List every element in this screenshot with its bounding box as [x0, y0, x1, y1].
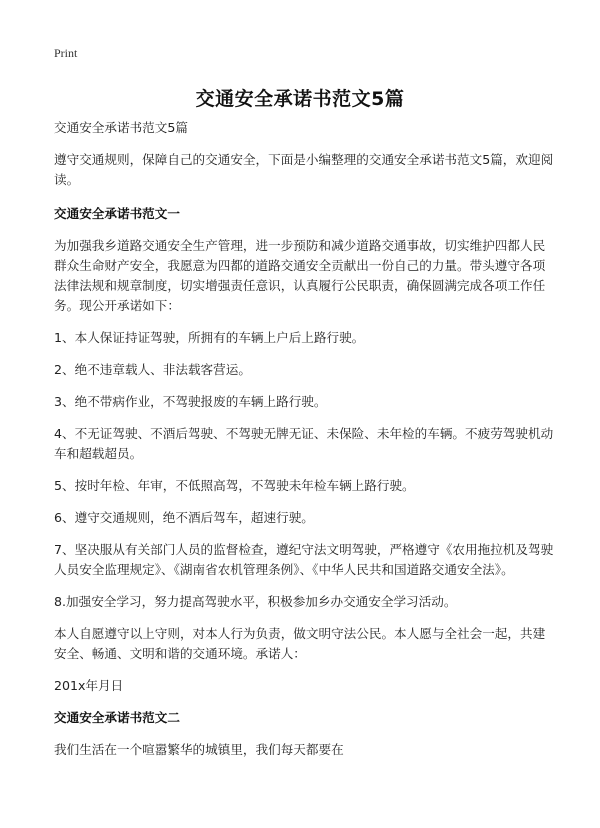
signature-date: 201x年月日	[54, 678, 124, 693]
section-2-paragraph: 我们生活在一个喧嚣繁华的城镇里，我们每天都要在	[54, 742, 344, 757]
section-2-heading: 交通安全承诺书范文二	[54, 710, 180, 725]
list-item-1: 1、本人保证持证驾驶，所拥有的车辆上户后上路行驶。	[54, 330, 365, 345]
list-item-2: 2、绝不违章载人、非法载客营运。	[54, 362, 251, 377]
closing-paragraph: 本人自愿遵守以上守则，对本人行为负责，做文明守法公民。本人愿与全社会一起，共建安全、畅通、文明和谐的交通环境。承诺人：	[54, 626, 546, 661]
section-1-paragraph: 为加强我乡道路交通安全生产管理，进一步预防和减少道路交通事故，切实维护四都人民群众生命财产安全，我愿意为四都的道路交通安全贡献出一份自己的力量。带头遵守各项法律法规和规章制度，切实增强责任意识，认真履行公民职责，确保圆满完成各项工作任务。现公开承诺如下：	[54, 238, 546, 313]
intro-paragraph: 遵守交通规则，保障自己的交通安全，下面是小编整理的交通安全承诺书范文5篇，欢迎阅读。	[54, 152, 554, 187]
document-subtitle: 交通安全承诺书范文5篇	[54, 120, 188, 135]
list-item-8: 8.加强安全学习，努力提高驾驶水平，积极参加乡办交通安全学习活动。	[54, 594, 457, 609]
print-label[interactable]: Print	[54, 46, 78, 60]
document-title: 交通安全承诺书范文5篇	[195, 88, 405, 110]
document-body	[54, 118, 554, 760]
section-1-heading: 交通安全承诺书范文一	[54, 206, 180, 221]
list-item-7: 7、坚决服从有关部门人员的监督检查，遵纪守法文明驾驶，严格遵守《农用拖拉机及驾驶人员安全监理规定》、《湖南省农机管理条例》、《中华人民共和国道路交通安全法》。	[54, 542, 554, 577]
list-item-3: 3、绝不带病作业，不驾驶报废的车辆上路行驶。	[54, 394, 327, 409]
list-item-4: 4、不无证驾驶、不酒后驾驶、不驾驶无牌无证、未保险、未年检的车辆。不疲劳驾驶机动车和超载超员。	[54, 426, 554, 461]
list-item-5: 5、按时年检、年审，不低照高驾，不驾驶未年检车辆上路行驶。	[54, 478, 415, 493]
list-item-6: 6、遵守交通规则，绝不酒后驾车，超速行驶。	[54, 510, 314, 525]
